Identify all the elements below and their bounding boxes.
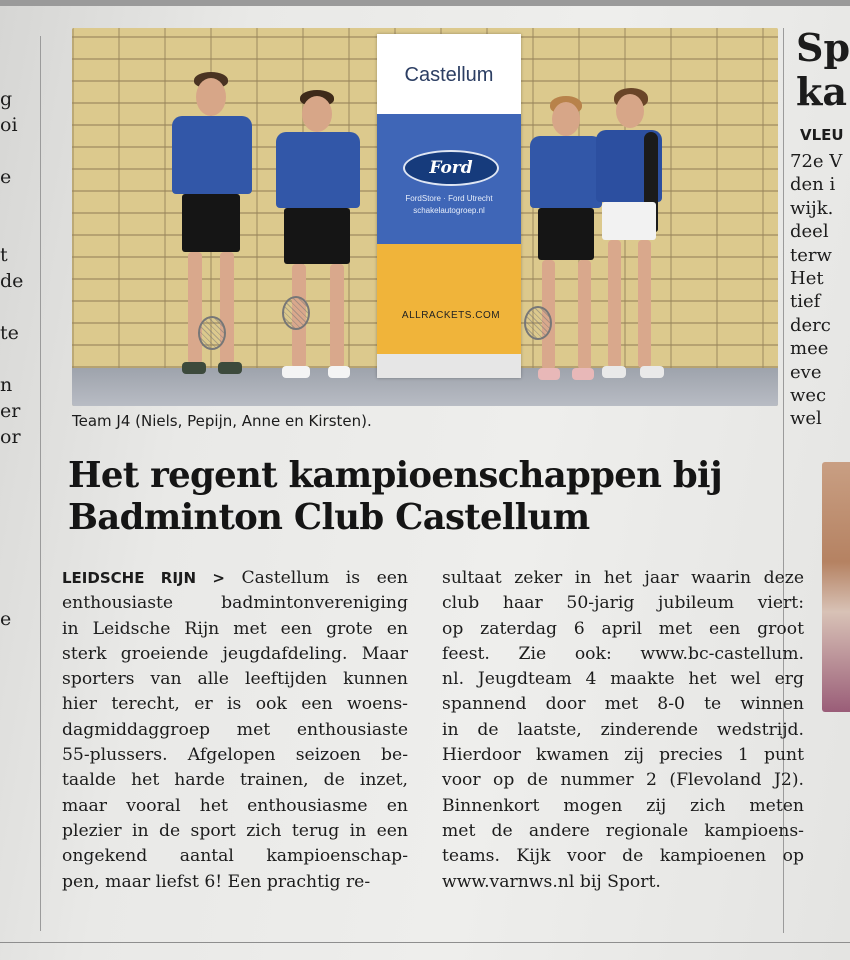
right-fragment-line: derc: [790, 314, 831, 336]
left-fragment-line: [0, 60, 30, 86]
left-fragment-line: [0, 138, 30, 164]
article-line: club haar 50-jarig jubileum viert:: [442, 593, 804, 614]
ford-logo: Ford: [403, 150, 499, 186]
article-line: op zaterdag 6 april met een groot: [442, 618, 804, 639]
right-fragment-line: den i: [790, 174, 836, 196]
article-headline: Het regent kampioenschappen bij Badminton Club Castellum: [68, 455, 722, 538]
article-column-1: [62, 566, 408, 895]
left-fragment-line: or: [0, 426, 21, 448]
left-fragment-line: n: [0, 374, 13, 396]
left-fragment-line: e: [0, 608, 12, 630]
article-line: enthousiaste badmintonvereniging: [62, 593, 408, 614]
article-line: in Leidsche Rijn met een grote en: [62, 618, 408, 639]
left-fragment-line: e: [0, 166, 12, 188]
right-fragment-line: terw: [790, 244, 832, 266]
article-line: www.varnws.nl bij Sport.: [442, 871, 661, 892]
right-fragment-line: wec: [790, 385, 827, 407]
article-line: taalde het harde trainen, de inzet,: [62, 770, 408, 791]
article-column-2: [442, 566, 804, 895]
left-fragment-line: oi: [0, 114, 18, 136]
left-fragment-line: [0, 528, 30, 554]
photo-caption: Team J4 (Niels, Pepijn, Anne en Kirsten).: [72, 412, 372, 430]
article-line: spannend door met 8-0 te winnen: [442, 694, 804, 715]
article-line: dagmiddaggroep met enthousiaste: [62, 719, 408, 740]
left-fragment-line: de: [0, 270, 24, 292]
article-line: hier terecht, er is ook een woens-: [62, 694, 408, 715]
allrackets-panel: [377, 244, 521, 354]
right-kicker-fragment: VLEU: [800, 126, 844, 144]
article-line: plezier in de sport zich terug in een: [62, 820, 408, 841]
article-line: teams. Kijk voor de kampioenen op: [442, 846, 804, 867]
left-fragment-line: t: [0, 244, 8, 266]
article-line: in de laatste, zinderende wedstrijd.: [442, 719, 804, 740]
left-fragment-line: [0, 190, 30, 216]
sponsor-banner: [377, 34, 521, 378]
left-fragment-line: [0, 502, 30, 528]
bottom-rule: [0, 942, 850, 943]
ford-panel: [377, 114, 521, 244]
article-line: maar vooral het enthousiasme en: [62, 795, 408, 816]
right-fragment-line: mee: [790, 338, 829, 360]
right-photo-fragment: [822, 462, 850, 712]
left-column-fragments: [0, 60, 30, 632]
left-fragment-line: [0, 450, 30, 476]
left-fragment-line: [0, 346, 30, 372]
top-rule: [0, 0, 850, 6]
article-kicker: LEIDSCHE RIJN >: [62, 569, 225, 587]
left-fragment-line: g: [0, 88, 13, 110]
right-fragment-line: wel: [790, 408, 822, 430]
banner-stand: [377, 354, 521, 378]
dealer-name: FordStore · Ford Utrecht: [405, 194, 493, 203]
castellum-logo: Castellum: [404, 64, 494, 86]
right-fragment-line: wijk.: [790, 197, 834, 219]
allrackets-logo: ALLRACKETS.COM: [401, 310, 501, 321]
dealer-url: schakelautogroep.nl: [413, 206, 485, 215]
article-line: nl. Jeugdteam 4 maakte het wel erg: [442, 669, 804, 690]
article-line: sterk groeiende jeugdafdeling. Maar: [62, 643, 408, 664]
article-line: pen, maar liefst 6! Een prachtig re-: [62, 871, 371, 892]
article-line: voor op de nummer 2 (Flevoland J2).: [442, 770, 804, 791]
article-line: Hierdoor kwamen zij precies 1 punt: [442, 745, 804, 766]
left-fragment-line: er: [0, 400, 21, 422]
article-line: ongekend aantal kampioenschap-: [62, 846, 408, 867]
left-fragment-line: [0, 554, 30, 580]
left-fragment-line: [0, 476, 30, 502]
article-line: LEIDSCHE RIJN > Castellum is een: [62, 568, 408, 588]
right-fragment-line: Het: [790, 268, 824, 290]
left-fragment-line: [0, 294, 30, 320]
right-headline-fragment: Sp ka: [796, 26, 850, 114]
left-column-rule: [40, 36, 41, 931]
article-line: sporters van alle leeftijden kunnen: [62, 669, 408, 690]
right-fragment-line: eve: [790, 361, 822, 383]
article-line: Binnenkort mogen zij zich meten: [442, 795, 804, 816]
left-fragment-line: te: [0, 322, 19, 344]
article-line: sultaat zeker in het jaar waarin deze: [442, 568, 804, 588]
article-line: 55-plussers. Afgelopen seizoen be-: [62, 745, 408, 766]
article-line: met de andere regionale kampioens-: [442, 820, 804, 841]
left-fragment-line: [0, 580, 30, 606]
article-line: feest. Zie ook: www.bc-castellum.: [442, 643, 804, 664]
right-fragment-line: tief: [790, 291, 821, 313]
team-photo: [72, 28, 778, 406]
right-body-fragments: [790, 150, 850, 431]
right-fragment-line: deel: [790, 221, 829, 243]
right-fragment-line: 72e V: [790, 151, 843, 172]
left-fragment-line: [0, 216, 30, 242]
